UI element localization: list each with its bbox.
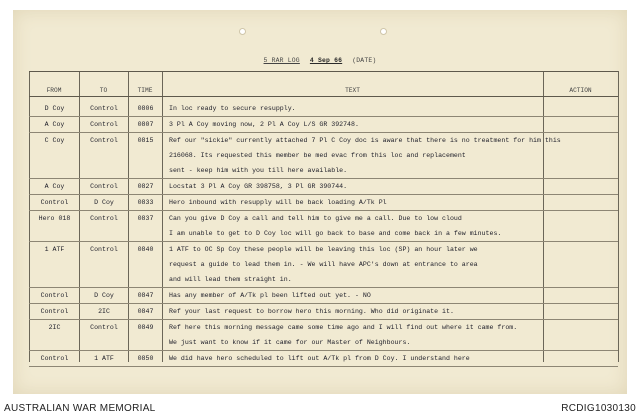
entry-time: 0807 (137, 121, 154, 128)
footer-reference: RCDIG1030130 (561, 403, 636, 414)
entry-text-line: and will lead them straight in. (169, 276, 292, 283)
log-title: 5 RAR LOG (263, 57, 300, 64)
log-table (29, 71, 618, 362)
entry-from: Control (40, 199, 69, 206)
entry-text-line: Can you give D Coy a call and tell him to give me a call. Due to low cloud (169, 215, 462, 222)
col-head-action: ACTION (569, 87, 592, 94)
entry-from: Control (40, 308, 69, 315)
entry-to: Control (90, 246, 118, 253)
entry-from: 1 ATF (44, 246, 65, 253)
header-rule (29, 96, 618, 97)
entry-to: D Coy (94, 292, 114, 299)
col-head-text: TEXT (345, 87, 360, 94)
row-rule (29, 366, 618, 367)
entry-time: 0806 (137, 105, 154, 112)
header-rule (29, 71, 618, 72)
row-rule (29, 303, 618, 304)
entry-to: Control (90, 215, 118, 222)
row-rule (29, 210, 618, 211)
entry-text-line: Ref our "sickie" currently attached 7 Pl C Coy doc is aware that there is no treatment for him this (169, 137, 561, 144)
entry-from: 2IC (48, 324, 61, 331)
log-sheet (13, 10, 627, 394)
entry-time: 0840 (137, 246, 154, 253)
entry-text-line: Has any member of A/Tk pl been lifted out yet. - NO (169, 292, 371, 299)
punch-hole (239, 28, 246, 35)
entry-text-line: 3 Pl A Coy moving now, 2 Pl A Coy L/S GR 392748. (169, 121, 359, 128)
entry-time: 0815 (137, 137, 154, 144)
entry-text-line: Ref your last request to borrow hero this morning. Who did originate it. (169, 308, 454, 315)
entry-from: A Coy (44, 183, 65, 190)
row-rule (29, 319, 618, 320)
row-rule (29, 178, 618, 179)
row-rule (29, 116, 618, 117)
entry-to: Control (90, 183, 118, 190)
entry-time: 0837 (137, 215, 154, 222)
entry-from: A Coy (44, 121, 65, 128)
entry-to: Control (90, 105, 118, 112)
entry-text-line: We did have hero scheduled to lift out A/Tk pl from D Coy. I understand here (169, 355, 470, 362)
entry-from: C Coy (44, 137, 65, 144)
column-divider (618, 71, 619, 362)
footer-source: AUSTRALIAN WAR MEMORIAL (4, 403, 156, 414)
entry-text-line: In loc ready to secure resupply. (169, 105, 296, 112)
entry-text-line: Ref here this morning message came some time ago and I will find out where it came from. (169, 324, 518, 331)
col-head-time: TIME (137, 87, 153, 94)
entry-time: 0847 (137, 292, 154, 299)
entry-to: 2IC (98, 308, 110, 315)
entry-text-line: 1 ATF to OC Sp Coy these people will be leaving this loc (SP) an hour later we (169, 246, 478, 253)
row-rule (29, 287, 618, 288)
log-header (13, 57, 627, 64)
row-rule (29, 194, 618, 195)
col-head-from: FROM (46, 87, 62, 94)
entry-to: Control (90, 324, 118, 331)
entry-text-line: sent - keep him with you till here available. (169, 167, 348, 174)
row-rule (29, 241, 618, 242)
entry-time: 0849 (137, 324, 154, 331)
entry-time: 0827 (137, 183, 154, 190)
row-rule (29, 132, 618, 133)
entry-to: 1 ATF (94, 355, 114, 362)
log-date: 4 Sep 66 (309, 57, 343, 64)
entry-to: Control (90, 137, 118, 144)
entry-text-line: Hero inbound with resupply will be back loading A/Tk Pl (169, 199, 387, 206)
entry-from: D Coy (44, 105, 65, 112)
entry-from: Control (40, 355, 69, 362)
entry-from: Hero 018 (38, 215, 71, 222)
date-label: (DATE) (352, 57, 377, 64)
row-rule (29, 350, 618, 351)
entry-text-line: request a guide to lead them in. - We will have APC's down at entrance to area (169, 261, 478, 268)
entry-to: D Coy (94, 199, 114, 206)
col-head-to: TO (99, 87, 108, 94)
entry-text-line: I am unable to get to D Coy loc will go back to base and come back in a few minutes. (169, 230, 502, 237)
punch-hole (380, 28, 387, 35)
entry-to: Control (90, 121, 118, 128)
entry-time: 0850 (137, 355, 154, 362)
entry-time: 0833 (137, 199, 154, 206)
entry-text-line: 216068. Its requested this member be med evac from this loc and replacement (169, 152, 466, 159)
entry-text-line: Locstat 3 Pl A Coy GR 398758, 3 Pl GR 390744. (169, 183, 348, 190)
entry-text-line: We just want to know if it came for our Master of Neighbours. (169, 339, 411, 346)
entry-time: 0847 (137, 308, 154, 315)
entry-from: Control (40, 292, 69, 299)
